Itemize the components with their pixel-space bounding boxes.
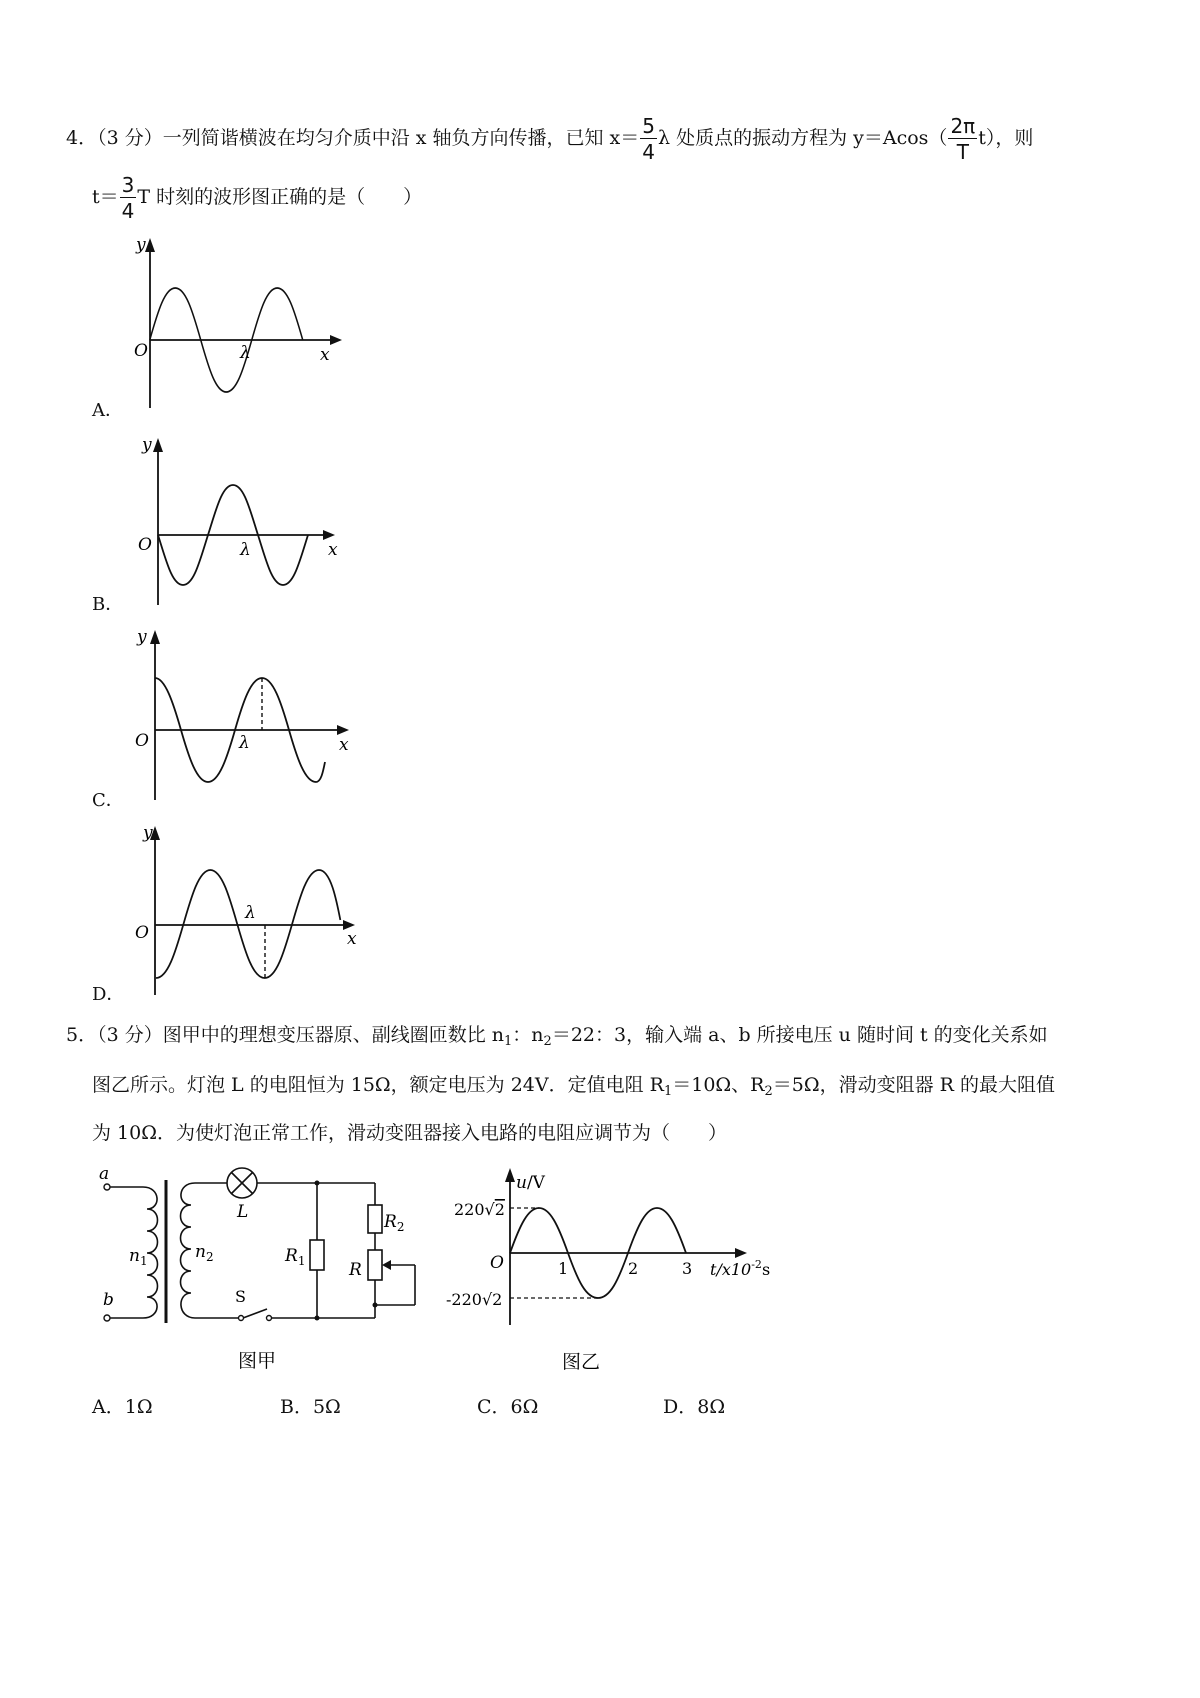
y-label: y	[137, 627, 147, 647]
q5-stem-line-2: 图乙所示。灯泡 L 的电阻恒为 15Ω，额定电压为 24V．定值电阻 $R_1=10\Omega$、$R_2=5\Omega$，滑动变阻器 R 的最大阻值	[92, 1074, 1055, 1099]
x-axis-arrow	[735, 1248, 747, 1258]
y-label: y	[136, 235, 146, 255]
y-axis-arrow	[145, 238, 155, 252]
label-b: b	[103, 1290, 114, 1310]
x-label: x	[347, 929, 357, 949]
label-a: a	[99, 1165, 110, 1184]
x-label: x	[320, 345, 330, 365]
caption-jia: 图甲	[238, 1350, 277, 1372]
q5-answer-b[interactable]: B．5Ω	[280, 1396, 341, 1418]
y-axis-arrow	[505, 1168, 515, 1182]
origin-label: O	[490, 1253, 504, 1273]
xtick-2: 2	[628, 1259, 639, 1278]
neg-peak-label: -220√2	[446, 1290, 503, 1309]
fraction-2pi-over-T: $\frac{2\pi}{T}$	[950, 114, 976, 164]
q5-stem-line-3: 为 10Ω．为使灯泡正常工作，滑动变阻器接入电路的电阻应调节为（ ）	[92, 1122, 727, 1144]
option-b-letter[interactable]: B．	[92, 594, 124, 615]
resistor-r2	[368, 1205, 382, 1233]
q5-stem-line-1: 5．（3 分）图甲中的理想变压器原、副线圈匝数比 $n_1$：$n_2=22$：3，输入端 a、b 所接电压 u 随时间 t 的变化关系如	[66, 1024, 1048, 1049]
lambda-label: λ	[240, 343, 251, 363]
ylabel: u/V	[516, 1173, 545, 1193]
terminal-a	[104, 1184, 110, 1190]
lambda-label: λ	[239, 733, 250, 753]
y-axis-arrow	[150, 630, 160, 644]
q4-text-1: 4．（3 分）一列简谐横波在均匀介质中沿 x 轴负方向传播，已知 x＝	[66, 127, 640, 149]
secondary-coil	[181, 1183, 196, 1318]
option-a-wave-graph[interactable]	[120, 230, 350, 415]
x-axis-arrow	[330, 335, 342, 345]
label-s: S	[235, 1287, 246, 1306]
switch-s	[243, 1309, 267, 1318]
origin-label: O	[135, 923, 149, 943]
q5-answer-c[interactable]: C．6Ω	[477, 1396, 539, 1418]
origin-label: O	[134, 341, 148, 361]
q5-answer-d[interactable]: D．8Ω	[663, 1396, 726, 1418]
fraction-5-over-4: $\frac{5}{4}$	[642, 114, 656, 164]
primary-coil	[143, 1187, 158, 1318]
resistor-r1	[310, 1240, 324, 1270]
q4-stem-line-2	[92, 175, 422, 221]
q4-text-2: λ 处质点的振动方程为 y＝Acos（	[658, 127, 948, 149]
peak-label: 220√2	[454, 1200, 505, 1219]
fraction-3-over-4: $\frac{3}{4}$	[121, 173, 135, 223]
option-b-wave-graph[interactable]	[128, 430, 358, 610]
label-n1: $n_1$	[129, 1246, 148, 1268]
label-r2: $R_2$	[384, 1212, 405, 1234]
wave-curve	[156, 870, 340, 978]
label-n2: $n_2$	[195, 1242, 214, 1264]
y-label: y	[142, 435, 152, 455]
x-label: x	[328, 540, 338, 560]
y-label: y	[143, 823, 153, 843]
lambda-label: λ	[240, 540, 251, 560]
slider-arrow	[382, 1260, 391, 1270]
x-axis-arrow	[337, 725, 349, 735]
q4-text-3: t），则	[978, 127, 1034, 149]
option-c-letter[interactable]: C．	[92, 790, 124, 811]
terminal-b	[104, 1315, 110, 1321]
xtick-1: 1	[558, 1259, 569, 1278]
voltage-time-graph	[440, 1160, 800, 1385]
xlabel: $t/x10^{-2}s$	[710, 1258, 771, 1279]
q4-text-4: t＝	[92, 186, 119, 208]
y-axis-arrow	[153, 438, 163, 452]
x-axis-arrow	[323, 530, 335, 540]
option-a-letter[interactable]: A．	[92, 400, 123, 421]
q5-answer-a[interactable]: A．1Ω	[92, 1396, 153, 1418]
label-r1: $R_1$	[285, 1246, 306, 1268]
rheostat-r	[368, 1250, 382, 1280]
transformer-circuit-diagram	[95, 1165, 440, 1395]
lambda-label: λ	[245, 903, 256, 923]
q4-stem-line-1	[66, 116, 1033, 162]
x-label: x	[339, 735, 349, 755]
option-d-wave-graph[interactable]	[125, 820, 370, 1005]
option-d-letter[interactable]: D．	[92, 984, 125, 1005]
origin-label: O	[138, 535, 152, 555]
xtick-3: 3	[682, 1259, 693, 1278]
option-c-wave-graph[interactable]	[125, 622, 365, 807]
q4-text-5: T 时刻的波形图正确的是（ ）	[137, 186, 423, 208]
label-l: L	[237, 1202, 249, 1222]
caption-yi: 图乙	[562, 1351, 601, 1373]
label-r: R	[349, 1260, 362, 1280]
origin-label: O	[135, 731, 149, 751]
